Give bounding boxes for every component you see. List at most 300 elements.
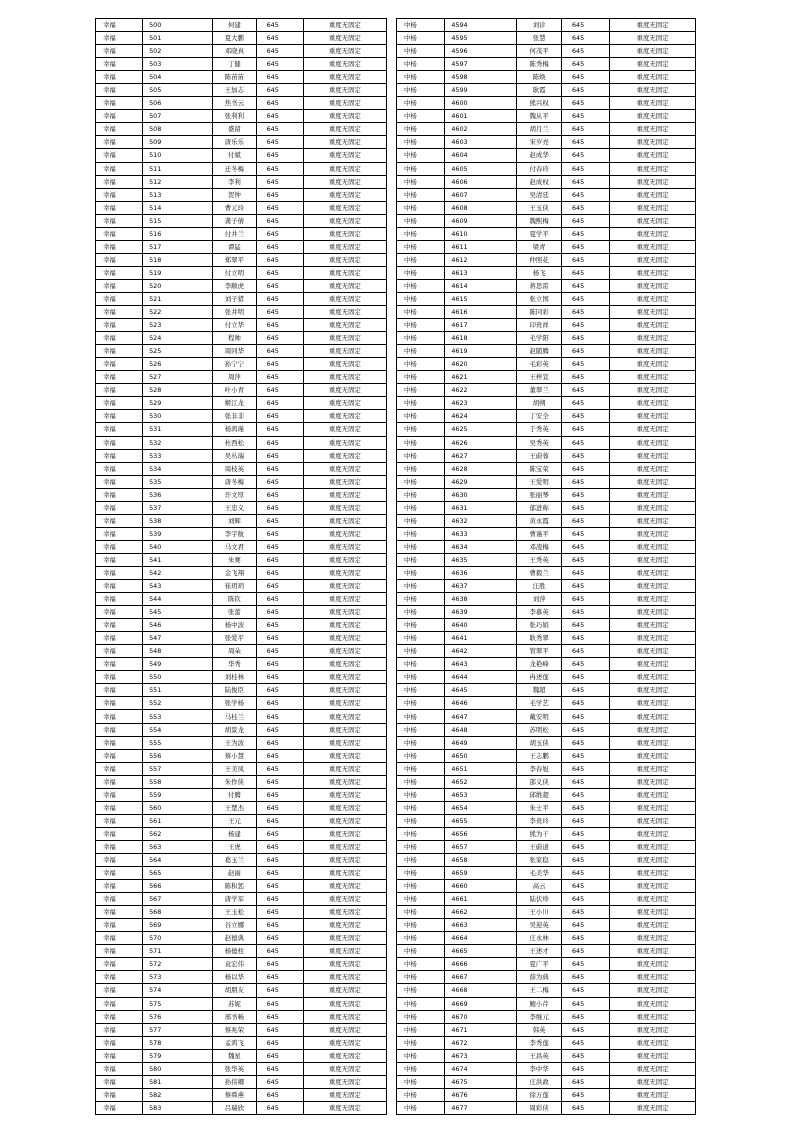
name-cell: 李春旭 xyxy=(517,762,562,775)
category-cell: 重度无固定 xyxy=(610,410,696,423)
town-cell: 幸福 xyxy=(96,84,143,97)
town-cell: 幸福 xyxy=(96,345,143,358)
town-cell: 中杨 xyxy=(397,684,445,697)
category-cell: 重度无固定 xyxy=(303,1075,386,1088)
category-cell: 重度无固定 xyxy=(610,1023,696,1036)
name-cell: 叶小青 xyxy=(213,384,256,397)
table-row xyxy=(96,449,387,462)
name-cell: 王梓宣 xyxy=(517,371,562,384)
name-cell: 张学杨 xyxy=(213,697,256,710)
name-cell: 李利 xyxy=(213,175,256,188)
serial-number-cell: 4622 xyxy=(445,384,517,397)
town-cell: 中杨 xyxy=(397,997,445,1010)
town-cell: 幸福 xyxy=(96,123,143,136)
category-cell: 重度无固定 xyxy=(610,149,696,162)
code-cell: 645 xyxy=(561,1023,609,1036)
town-cell: 幸福 xyxy=(96,1088,143,1101)
code-cell: 645 xyxy=(256,319,303,332)
town-cell: 中杨 xyxy=(397,475,445,488)
serial-number-cell: 546 xyxy=(143,619,213,632)
town-cell: 幸福 xyxy=(96,997,143,1010)
town-cell: 中杨 xyxy=(397,266,445,279)
code-cell: 645 xyxy=(256,997,303,1010)
town-cell: 中杨 xyxy=(397,971,445,984)
table-row xyxy=(96,971,387,984)
code-cell: 645 xyxy=(256,162,303,175)
name-cell: 孙伟卿 xyxy=(213,1075,256,1088)
name-cell: 龙艳峰 xyxy=(517,658,562,671)
name-cell: 王美凤 xyxy=(213,762,256,775)
code-cell: 645 xyxy=(561,345,609,358)
serial-number-cell: 4636 xyxy=(445,566,517,579)
category-cell: 重度无固定 xyxy=(610,97,696,110)
name-cell: 刘辉 xyxy=(213,514,256,527)
category-cell: 重度无固定 xyxy=(610,840,696,853)
table-row xyxy=(96,58,387,71)
table-row xyxy=(397,540,696,553)
town-cell: 幸福 xyxy=(96,984,143,997)
code-cell: 645 xyxy=(256,149,303,162)
category-cell: 重度无固定 xyxy=(303,971,386,984)
name-cell: 陈焕 xyxy=(517,71,562,84)
code-cell: 645 xyxy=(256,488,303,501)
serial-number-cell: 501 xyxy=(143,32,213,45)
serial-number-cell: 568 xyxy=(143,906,213,919)
name-cell: 张蕾 xyxy=(213,606,256,619)
category-cell: 重度无固定 xyxy=(610,240,696,253)
town-cell: 中杨 xyxy=(397,1010,445,1023)
serial-number-cell: 4623 xyxy=(445,397,517,410)
serial-number-cell: 555 xyxy=(143,736,213,749)
category-cell: 重度无固定 xyxy=(610,697,696,710)
table-row xyxy=(397,201,696,214)
town-cell: 中杨 xyxy=(397,606,445,619)
serial-number-cell: 542 xyxy=(143,566,213,579)
code-cell: 645 xyxy=(561,384,609,397)
category-cell: 重度无固定 xyxy=(303,840,386,853)
table-row xyxy=(96,697,387,710)
category-cell: 重度无固定 xyxy=(303,1088,386,1101)
code-cell: 645 xyxy=(256,332,303,345)
code-cell: 645 xyxy=(256,501,303,514)
town-cell: 中杨 xyxy=(397,840,445,853)
serial-number-cell: 579 xyxy=(143,1049,213,1062)
code-cell: 645 xyxy=(561,593,609,606)
table-row xyxy=(397,1049,696,1062)
category-cell: 重度无固定 xyxy=(303,358,386,371)
town-cell: 中杨 xyxy=(397,854,445,867)
town-cell: 中杨 xyxy=(397,84,445,97)
serial-number-cell: 4665 xyxy=(445,945,517,958)
category-cell: 重度无固定 xyxy=(610,332,696,345)
code-cell: 645 xyxy=(561,97,609,110)
code-cell: 645 xyxy=(561,1010,609,1023)
serial-number-cell: 4625 xyxy=(445,423,517,436)
serial-number-cell: 4613 xyxy=(445,266,517,279)
table-row xyxy=(96,762,387,775)
town-cell: 中杨 xyxy=(397,893,445,906)
code-cell: 645 xyxy=(256,240,303,253)
town-cell: 幸福 xyxy=(96,475,143,488)
name-cell: 张慧 xyxy=(517,32,562,45)
name-cell: 汪胜 xyxy=(517,580,562,593)
serial-number-cell: 4646 xyxy=(445,697,517,710)
name-cell: 付腾 xyxy=(213,788,256,801)
table-row xyxy=(96,723,387,736)
serial-number-cell: 4605 xyxy=(445,162,517,175)
category-cell: 重度无固定 xyxy=(610,775,696,788)
table-row xyxy=(96,371,387,384)
table-row xyxy=(397,671,696,684)
code-cell: 645 xyxy=(256,436,303,449)
name-cell: 李继元 xyxy=(517,1010,562,1023)
name-cell: 张立国 xyxy=(517,292,562,305)
category-cell: 重度无固定 xyxy=(303,958,386,971)
category-cell: 重度无固定 xyxy=(610,1088,696,1101)
name-cell: 刘子猪 xyxy=(213,292,256,305)
serial-number-cell: 514 xyxy=(143,201,213,214)
category-cell: 重度无固定 xyxy=(303,593,386,606)
table-row xyxy=(96,1062,387,1075)
category-cell: 重度无固定 xyxy=(610,580,696,593)
serial-number-cell: 560 xyxy=(143,801,213,814)
serial-number-cell: 538 xyxy=(143,514,213,527)
table-row xyxy=(397,749,696,762)
roster-table-left-body xyxy=(96,19,387,1115)
town-cell: 中杨 xyxy=(397,501,445,514)
table-row xyxy=(96,475,387,488)
category-cell: 重度无固定 xyxy=(303,19,386,32)
code-cell: 645 xyxy=(561,893,609,906)
table-row xyxy=(397,1088,696,1101)
table-row xyxy=(96,358,387,371)
table-row xyxy=(96,775,387,788)
town-cell: 中杨 xyxy=(397,71,445,84)
table-row xyxy=(96,110,387,123)
name-cell: 陆俊臣 xyxy=(213,684,256,697)
name-cell: 唐乐乐 xyxy=(213,136,256,149)
code-cell: 645 xyxy=(256,1101,303,1114)
town-cell: 中杨 xyxy=(397,345,445,358)
town-cell: 中杨 xyxy=(397,162,445,175)
name-cell: 张利利 xyxy=(213,110,256,123)
code-cell: 645 xyxy=(256,736,303,749)
serial-number-cell: 554 xyxy=(143,723,213,736)
serial-number-cell: 4620 xyxy=(445,358,517,371)
table-row xyxy=(397,371,696,384)
town-cell: 幸福 xyxy=(96,580,143,593)
town-cell: 幸福 xyxy=(96,684,143,697)
code-cell: 645 xyxy=(561,932,609,945)
town-cell: 幸福 xyxy=(96,1075,143,1088)
code-cell: 645 xyxy=(256,762,303,775)
table-row xyxy=(96,527,387,540)
category-cell: 重度无固定 xyxy=(610,279,696,292)
category-cell: 重度无固定 xyxy=(303,723,386,736)
town-cell: 幸福 xyxy=(96,645,143,658)
code-cell: 645 xyxy=(256,292,303,305)
code-cell: 645 xyxy=(256,527,303,540)
category-cell: 重度无固定 xyxy=(303,854,386,867)
serial-number-cell: 4664 xyxy=(445,932,517,945)
serial-number-cell: 577 xyxy=(143,1023,213,1036)
code-cell: 645 xyxy=(561,462,609,475)
town-cell: 中杨 xyxy=(397,932,445,945)
table-row xyxy=(397,345,696,358)
serial-number-cell: 545 xyxy=(143,606,213,619)
category-cell: 重度无固定 xyxy=(303,488,386,501)
serial-number-cell: 4649 xyxy=(445,736,517,749)
town-cell: 幸福 xyxy=(96,358,143,371)
table-row xyxy=(96,893,387,906)
name-cell: 孟鸿飞 xyxy=(213,1036,256,1049)
serial-number-cell: 509 xyxy=(143,136,213,149)
name-cell: 张爱平 xyxy=(213,632,256,645)
name-cell: 王二梅 xyxy=(517,984,562,997)
code-cell: 645 xyxy=(256,854,303,867)
category-cell: 重度无固定 xyxy=(303,827,386,840)
code-cell: 645 xyxy=(561,1075,609,1088)
name-cell: 谭猛 xyxy=(213,240,256,253)
name-cell: 魏超 xyxy=(517,684,562,697)
serial-number-cell: 4596 xyxy=(445,45,517,58)
town-cell: 中杨 xyxy=(397,514,445,527)
town-cell: 中杨 xyxy=(397,1023,445,1036)
table-row xyxy=(96,1023,387,1036)
table-row xyxy=(96,1075,387,1088)
table-row xyxy=(96,1088,387,1101)
code-cell: 645 xyxy=(561,697,609,710)
serial-number-cell: 4656 xyxy=(445,827,517,840)
code-cell: 645 xyxy=(561,945,609,958)
table-row xyxy=(397,710,696,723)
category-cell: 重度无固定 xyxy=(610,827,696,840)
table-row xyxy=(397,880,696,893)
town-cell: 幸福 xyxy=(96,540,143,553)
town-cell: 中杨 xyxy=(397,593,445,606)
name-cell: 杜西松 xyxy=(213,436,256,449)
name-cell: 徐万莲 xyxy=(517,1088,562,1101)
code-cell: 645 xyxy=(561,840,609,853)
serial-number-cell: 4655 xyxy=(445,814,517,827)
name-cell: 程帅 xyxy=(213,332,256,345)
serial-number-cell: 4616 xyxy=(445,306,517,319)
category-cell: 重度无固定 xyxy=(303,671,386,684)
code-cell: 645 xyxy=(256,749,303,762)
serial-number-cell: 502 xyxy=(143,45,213,58)
category-cell: 重度无固定 xyxy=(303,1049,386,1062)
table-row xyxy=(397,1062,696,1075)
category-cell: 重度无固定 xyxy=(303,984,386,997)
category-cell: 重度无固定 xyxy=(303,162,386,175)
category-cell: 重度无固定 xyxy=(303,397,386,410)
name-cell: 赵丽 xyxy=(213,867,256,880)
code-cell: 645 xyxy=(561,58,609,71)
town-cell: 幸福 xyxy=(96,527,143,540)
serial-number-cell: 4645 xyxy=(445,684,517,697)
category-cell: 重度无固定 xyxy=(610,1101,696,1114)
table-row xyxy=(96,462,387,475)
town-cell: 幸福 xyxy=(96,814,143,827)
name-cell: 陈宝荣 xyxy=(517,462,562,475)
table-row xyxy=(397,332,696,345)
table-row xyxy=(397,136,696,149)
name-cell: 王爱明 xyxy=(517,475,562,488)
category-cell: 重度无固定 xyxy=(610,566,696,579)
category-cell: 重度无固定 xyxy=(303,697,386,710)
town-cell: 中杨 xyxy=(397,984,445,997)
category-cell: 重度无固定 xyxy=(303,423,386,436)
name-cell: 耿秀翠 xyxy=(517,632,562,645)
category-cell: 重度无固定 xyxy=(303,149,386,162)
table-row xyxy=(397,566,696,579)
name-cell: 冉述莲 xyxy=(517,671,562,684)
category-cell: 重度无固定 xyxy=(303,84,386,97)
name-cell: 印贵祥 xyxy=(517,319,562,332)
serial-number-cell: 533 xyxy=(143,449,213,462)
table-row xyxy=(96,827,387,840)
name-cell: 毛学艺 xyxy=(517,697,562,710)
category-cell: 重度无固定 xyxy=(610,593,696,606)
table-row xyxy=(96,319,387,332)
code-cell: 645 xyxy=(256,619,303,632)
code-cell: 645 xyxy=(561,514,609,527)
town-cell: 中杨 xyxy=(397,1036,445,1049)
table-row xyxy=(397,788,696,801)
name-cell: 朱赛 xyxy=(213,553,256,566)
serial-number-cell: 547 xyxy=(143,632,213,645)
table-row xyxy=(96,32,387,45)
code-cell: 645 xyxy=(561,919,609,932)
serial-number-cell: 4631 xyxy=(445,501,517,514)
name-cell: 刘诊 xyxy=(517,19,562,32)
table-row xyxy=(397,658,696,671)
roster-table-left xyxy=(95,18,387,1115)
category-cell: 重度无固定 xyxy=(610,1010,696,1023)
code-cell: 645 xyxy=(561,110,609,123)
town-cell: 中杨 xyxy=(397,410,445,423)
name-cell: 华秀 xyxy=(213,658,256,671)
town-cell: 中杨 xyxy=(397,58,445,71)
serial-number-cell: 4609 xyxy=(445,214,517,227)
category-cell: 重度无固定 xyxy=(303,45,386,58)
name-cell: 张华英 xyxy=(213,1062,256,1075)
code-cell: 645 xyxy=(256,1010,303,1023)
town-cell: 中杨 xyxy=(397,253,445,266)
serial-number-cell: 4607 xyxy=(445,188,517,201)
table-row xyxy=(96,645,387,658)
code-cell: 645 xyxy=(256,123,303,136)
town-cell: 中杨 xyxy=(397,175,445,188)
code-cell: 645 xyxy=(256,723,303,736)
name-cell: 熊兴权 xyxy=(517,97,562,110)
code-cell: 645 xyxy=(561,397,609,410)
table-row xyxy=(96,553,387,566)
table-row xyxy=(397,19,696,32)
serial-number-cell: 4603 xyxy=(445,136,517,149)
town-cell: 中杨 xyxy=(397,775,445,788)
name-cell: 丁健 xyxy=(213,58,256,71)
category-cell: 重度无固定 xyxy=(610,736,696,749)
category-cell: 重度无固定 xyxy=(610,854,696,867)
category-cell: 重度无固定 xyxy=(610,384,696,397)
serial-number-cell: 506 xyxy=(143,97,213,110)
code-cell: 645 xyxy=(561,136,609,149)
category-cell: 重度无固定 xyxy=(303,175,386,188)
table-row xyxy=(96,162,387,175)
table-row xyxy=(397,319,696,332)
town-cell: 中杨 xyxy=(397,566,445,579)
name-cell: 赵成权 xyxy=(517,175,562,188)
table-row xyxy=(96,984,387,997)
name-cell: 王玉侠 xyxy=(517,201,562,214)
serial-number-cell: 505 xyxy=(143,84,213,97)
name-cell: 李贵玲 xyxy=(517,814,562,827)
table-row xyxy=(96,997,387,1010)
code-cell: 645 xyxy=(561,279,609,292)
category-cell: 重度无固定 xyxy=(303,814,386,827)
town-cell: 中杨 xyxy=(397,906,445,919)
name-cell: 唐学军 xyxy=(213,893,256,906)
name-cell: 许文厚 xyxy=(213,488,256,501)
town-cell: 幸福 xyxy=(96,110,143,123)
category-cell: 重度无固定 xyxy=(610,84,696,97)
code-cell: 645 xyxy=(561,371,609,384)
code-cell: 645 xyxy=(256,227,303,240)
category-cell: 重度无固定 xyxy=(610,188,696,201)
category-cell: 重度无固定 xyxy=(610,997,696,1010)
category-cell: 重度无固定 xyxy=(303,893,386,906)
serial-number-cell: 574 xyxy=(143,984,213,997)
category-cell: 重度无固定 xyxy=(610,58,696,71)
code-cell: 645 xyxy=(561,527,609,540)
town-cell: 幸福 xyxy=(96,736,143,749)
table-row xyxy=(96,292,387,305)
code-cell: 645 xyxy=(256,110,303,123)
code-cell: 645 xyxy=(561,540,609,553)
serial-number-cell: 507 xyxy=(143,110,213,123)
category-cell: 重度无固定 xyxy=(610,19,696,32)
table-row xyxy=(96,84,387,97)
code-cell: 645 xyxy=(561,1049,609,1062)
name-cell: 周彩侠 xyxy=(517,1101,562,1114)
code-cell: 645 xyxy=(561,984,609,997)
category-cell: 重度无固定 xyxy=(303,945,386,958)
serial-number-cell: 4639 xyxy=(445,606,517,619)
table-row xyxy=(397,1075,696,1088)
serial-number-cell: 4653 xyxy=(445,788,517,801)
name-cell: 刘桂林 xyxy=(213,671,256,684)
name-cell: 魏星 xyxy=(213,1049,256,1062)
name-cell: 吴迎英 xyxy=(517,919,562,932)
serial-number-cell: 521 xyxy=(143,292,213,305)
serial-number-cell: 508 xyxy=(143,123,213,136)
code-cell: 645 xyxy=(561,19,609,32)
name-cell: 王忠义 xyxy=(213,501,256,514)
code-cell: 645 xyxy=(256,553,303,566)
serial-number-cell: 552 xyxy=(143,697,213,710)
name-cell: 王述才 xyxy=(517,945,562,958)
town-cell: 幸福 xyxy=(96,827,143,840)
table-row xyxy=(96,658,387,671)
code-cell: 645 xyxy=(256,671,303,684)
name-cell: 王蔚道 xyxy=(517,840,562,853)
code-cell: 645 xyxy=(561,658,609,671)
name-cell: 杨鸿瑾 xyxy=(213,423,256,436)
town-cell: 中杨 xyxy=(397,540,445,553)
category-cell: 重度无固定 xyxy=(610,514,696,527)
serial-number-cell: 504 xyxy=(143,71,213,84)
